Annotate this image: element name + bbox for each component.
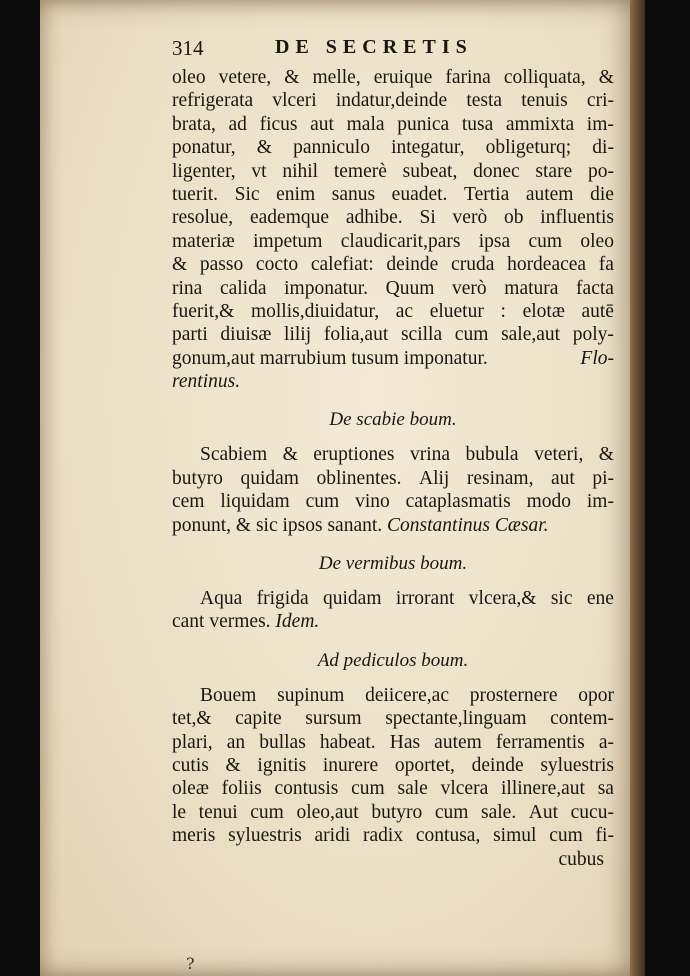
heading-scabie: De scabie boum. (329, 409, 457, 431)
running-title: DE SECRETIS (275, 36, 473, 58)
text-line (172, 370, 614, 393)
page-number: 314 (172, 36, 204, 60)
text-line: Bouem supinum deiicere,ac prosternere opor (200, 684, 614, 706)
author-florentinus: rentinus. (172, 371, 241, 393)
paragraph-pediculos (172, 684, 614, 848)
text-line: butyro quidam oblinentes. Alij resinam, aut pi- (172, 467, 614, 489)
text-line: tuerit. Sic enim sanus euadet. Tertia autem die (172, 183, 614, 205)
text-line: brata, ad ficus aut mala punica tusa ammixta im- (172, 113, 614, 135)
text-line: tet,& capite sursum spectante,linguam contem- (172, 708, 614, 730)
bottom-mark: ? (186, 954, 195, 973)
text-line: cant vermes. Idem. (172, 611, 320, 633)
text-line: plari, an bullas habeat. Has autem ferramentis a- (172, 731, 614, 753)
text-line: ponunt, & sic ipsos sanant. Constantinus Cæsar. (172, 514, 549, 536)
heading-vermibus: De vermibus boum. (318, 553, 468, 575)
text-line: & passo cocto calefiat: deinde cruda hordeacea fa (172, 254, 614, 276)
running-head (172, 36, 614, 66)
catchword: cubus (558, 848, 604, 870)
page-gutter-shadow (630, 0, 645, 976)
text-line: materiæ impetum claudicarit,pars ipsa cum oleo (172, 230, 614, 252)
text-line: cem liquidam cum vino cataplasmatis modo im- (172, 491, 614, 513)
text-line: oleo vetere, & melle, eruique farina colliquata, & (172, 67, 614, 88)
text-line: le tenui cum oleo,aut butyro cum sale. Aut cucu- (172, 801, 614, 823)
text-line: parti diuisæ lilij folia,aut scilla cum sale,aut poly- (172, 324, 614, 346)
text-line: ponatur, & panniculo integatur, obligeturq; di- (172, 137, 614, 159)
text-line: rina calida imponatur. Quum verò matura facta (172, 277, 614, 299)
text-line: gonum,aut marrubium tusum imponatur. Flo- (172, 347, 614, 369)
text-line: resolue, eademque adhibe. Si verò ob influentis (172, 207, 614, 229)
text-line: refrigerata vlceri indatur,deinde testa tenuis cri- (172, 90, 614, 112)
paragraph-florentinus (172, 66, 614, 393)
heading-pediculos: Ad pediculos boum. (317, 649, 469, 671)
text-line: ligenter, vt nihil temerè subeat, donec stare po- (172, 160, 614, 182)
paragraph-scabie (172, 443, 614, 537)
text-line: meris syluestris aridi radix contusa, simul cum fi- (172, 825, 614, 847)
text-line: fuerit,& mollis,diuidatur, ac eluetur : elotæ autē (172, 300, 614, 322)
text-line: Scabiem & eruptiones vrina bubula veteri, & (200, 444, 614, 466)
paragraph-vermibus (172, 587, 614, 634)
text-line: oleæ foliis contusis cum sale vlcera illinere,aut sa (172, 778, 614, 800)
text-line: cutis & ignitis inurere oportet, deinde syluestris (172, 754, 614, 776)
text-line: Aqua frigida quidam irrorant vlcera,& sic ene (200, 588, 614, 610)
text-block (172, 36, 614, 871)
